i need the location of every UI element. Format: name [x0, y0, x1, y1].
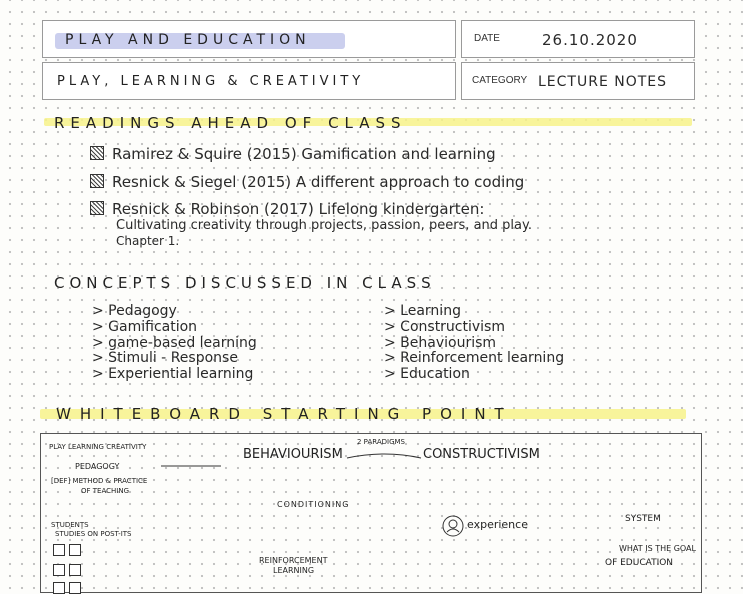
post-it-square: [69, 564, 81, 576]
whiteboard-frame: [40, 433, 702, 593]
learning-text: LEARNING: [273, 566, 315, 575]
concept-item: > Learning: [384, 303, 461, 319]
students-text: STUDENTS: [51, 521, 89, 529]
post-it-square: [69, 582, 81, 594]
post-it-square: [53, 564, 65, 576]
concept-item: > Constructivism: [384, 319, 505, 335]
reading-item: [90, 146, 496, 162]
definition-line-1: [DEF] METHOD & PRACTICE: [51, 477, 148, 485]
checked-box-icon: [90, 174, 104, 188]
reading-text: Resnick & Siegel (2015) A different approach to coding: [112, 173, 525, 191]
concept-item: > Pedagogy: [92, 303, 177, 319]
whiteboard-heading: WHITEBOARD STARTING POINT: [56, 405, 513, 423]
pedagogy-text: PEDAGOGY: [75, 462, 120, 471]
reading-text-line2: Cultivating creativity through projects, passion, peers, and play.: [116, 218, 532, 233]
checked-box-icon: [90, 201, 104, 215]
connector-line: [161, 464, 221, 468]
concepts-heading: CONCEPTS DISCUSSED IN CLASS: [54, 274, 436, 292]
concept-item: > game-based learning: [92, 335, 257, 351]
reading-item: [90, 201, 484, 217]
play-learning-text: PLAY LEARNING CREATIVITY: [49, 443, 147, 451]
concept-item: > Reinforcement learning: [384, 350, 565, 366]
goal-line-1: WHAT IS THE GOAL: [619, 544, 696, 553]
category-box: [461, 62, 695, 100]
concept-item: > Education: [384, 366, 470, 382]
constructivism-text: CONSTRUCTIVISM: [423, 447, 540, 462]
paradigms-text: 2 PARADIGMS: [357, 438, 405, 446]
concept-item: > Experiential learning: [92, 366, 254, 382]
reading-text-line3: Chapter 1.: [116, 234, 180, 248]
date-label: DATE: [474, 33, 500, 44]
reinforcement-text: REINFORCEMENT: [259, 556, 328, 565]
category-value: LECTURE NOTES: [538, 74, 668, 90]
notes-title: PLAY AND EDUCATION: [65, 32, 311, 48]
system-text: SYSTEM: [625, 514, 661, 524]
date-box: [461, 20, 695, 58]
concept-item: > Gamification: [92, 319, 198, 335]
experience-text: experience: [467, 518, 528, 531]
notes-subtitle: PLAY, LEARNING & CREATIVITY: [57, 74, 365, 89]
category-label: CATEGORY: [472, 75, 528, 86]
post-it-square: [53, 544, 65, 556]
goal-line-2: OF EDUCATION: [605, 558, 674, 568]
post-it-square: [53, 582, 65, 594]
paradigm-arrow: [345, 452, 425, 462]
title-box: [42, 20, 456, 58]
date-value: 26.10.2020: [542, 31, 638, 49]
concept-item: > Behaviourism: [384, 335, 497, 351]
behaviourism-text: BEHAVIOURISM: [243, 447, 343, 462]
concept-item: > Stimuli - Response: [92, 350, 238, 366]
definition-line-2: OF TEACHING: [81, 487, 130, 495]
reading-item: [90, 174, 524, 190]
reading-text: Resnick & Robinson (2017) Lifelong kindergarten:: [112, 200, 485, 218]
post-it-square: [69, 544, 81, 556]
conditioning-text: CONDITIONING: [277, 500, 350, 509]
readings-heading: READINGS AHEAD OF CLASS: [54, 114, 407, 132]
reading-text: Ramirez & Squire (2015) Gamification and learning: [112, 145, 496, 163]
experience-icon: [441, 514, 465, 538]
checked-box-icon: [90, 146, 104, 160]
post-its-text: STUDIES ON POST-ITS: [55, 530, 132, 538]
subtitle-box: [42, 62, 456, 100]
